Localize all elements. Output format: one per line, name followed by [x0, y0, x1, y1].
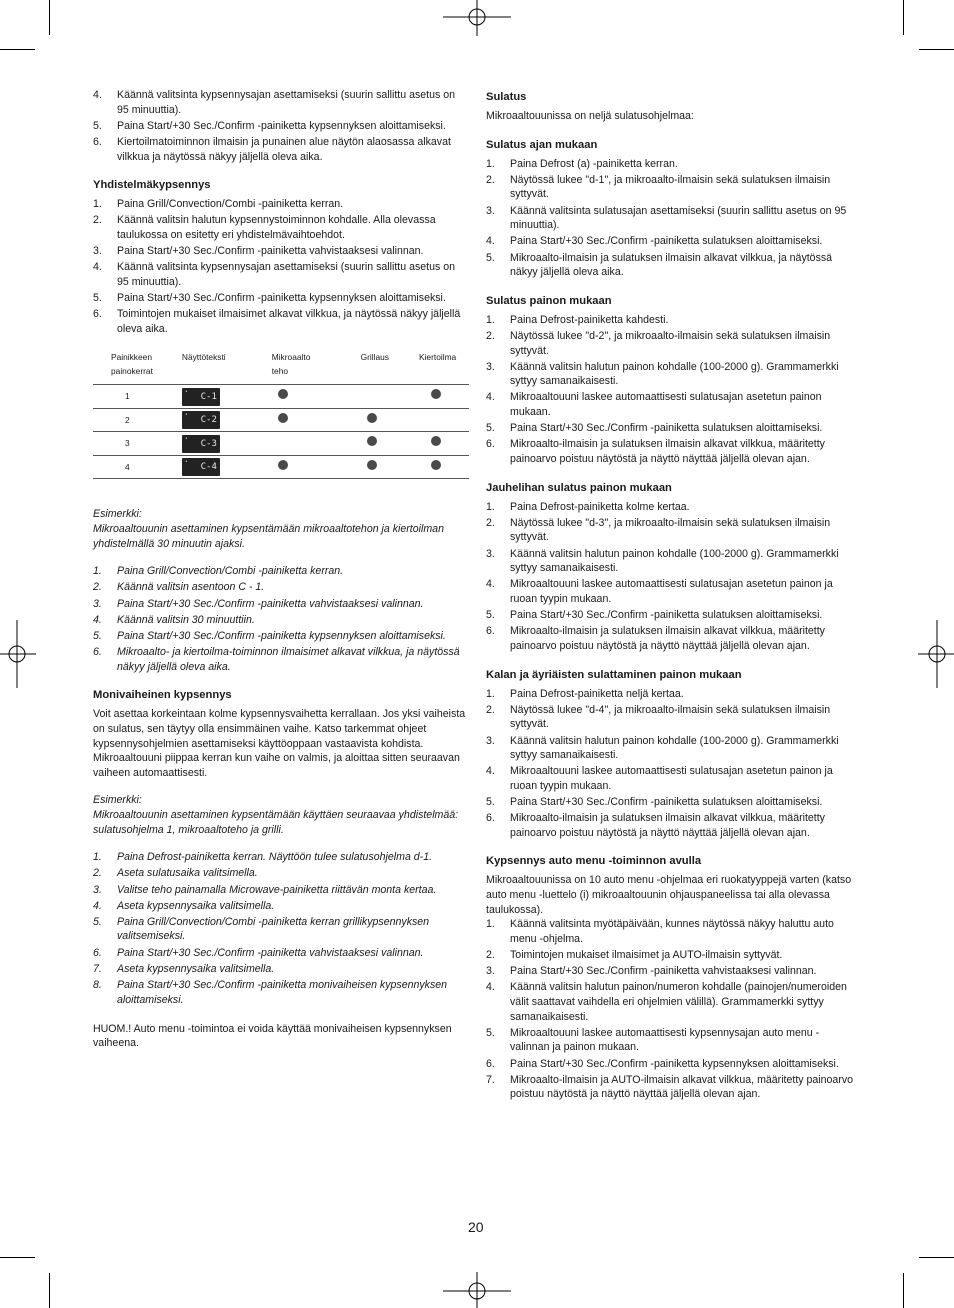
list-item-text: Käännä valitsin 30 minuuttiin.	[117, 613, 255, 626]
list-item-text: Käännä valitsinta kypsennysajan asettamiseksi (suurin sallittu asetus on 95 minuuttia).	[117, 89, 456, 116]
microwave-cell	[252, 432, 327, 456]
list-item-text: Mikroaaltouuni laskee automaattisesti sulatusajan asetetun painon ja ruoan tyypin mukaan.	[510, 578, 833, 605]
list-item-number: 1.	[93, 851, 102, 864]
defrost-time-heading: Sulatus ajan mukaan	[486, 138, 598, 151]
fish-heading: Kalan ja äyriäisten sulattaminen painon mukaan	[486, 668, 742, 681]
indicator-dot-icon	[431, 460, 441, 470]
list-item-number: 5.	[486, 609, 495, 622]
microwave-cell	[252, 408, 327, 432]
list-item-text: Mikroaalto-ilmaisin ja sulatuksen ilmaisin alkavat vilkkua, määritetty painoarvo poistuu näytöstä ja näyttö näyttää jäljellä olevan ajan.	[510, 812, 825, 839]
list-item-text: Näytössä lukee "d-3", ja mikroaalto-ilmaisin sekä sulatuksen ilmaisin syttyvät.	[510, 516, 831, 544]
col-header-convection: Kiertoilma	[418, 352, 457, 363]
press-count-cell	[93, 432, 182, 456]
display-cell	[182, 455, 252, 479]
list-item-number: 2.	[486, 173, 495, 186]
list-item-text: Näytössä lukee "d-4", ja mikroaalto-ilmaisin sekä sulatuksen ilmaisin syttyvät.	[510, 703, 831, 731]
list-item-number: 7.	[93, 962, 102, 975]
list-item-number: 5.	[93, 292, 102, 305]
indicator-dot-icon	[431, 389, 441, 399]
list-item-number: 6.	[93, 308, 102, 321]
registration-mark-left	[0, 620, 36, 688]
lcd-text: C-2	[200, 415, 217, 426]
lcd-text: C-3	[200, 438, 217, 449]
lcd-display: • C-4	[182, 458, 220, 476]
list-item	[486, 703, 858, 732]
list-item-number: 3.	[93, 597, 102, 610]
grill-cell	[327, 408, 407, 432]
list-item-text: Käännä valitsin halutun kypsennystoiminnon kohdalle. Alla olevassa taulukossa on esitetty eri yhdistelmävaihtoehdot.	[117, 214, 436, 241]
list-item-number: 1.	[486, 687, 495, 700]
list-item-number: 3.	[93, 883, 102, 896]
combination-table	[93, 350, 469, 479]
list-item	[486, 1073, 858, 1102]
list-item	[486, 437, 858, 466]
list-item	[486, 313, 858, 328]
list-item-text: Paina Defrost-painiketta kahdesti.	[510, 313, 669, 326]
list-item-text: Paina Start/+30 Sec./Confirm -painiketta sulatuksen aloittamiseksi.	[510, 796, 823, 809]
list-item-text: Mikroaaltouuni laskee automaattisesti kypsennysajan auto menu -valinnan ja painon mukaan.	[510, 1026, 820, 1054]
auto-menu-heading: Kypsennys auto menu -toiminnon avulla	[486, 855, 702, 868]
combo-heading: Yhdistelmäkypsennys	[93, 179, 211, 192]
list-item-number: 4.	[486, 765, 495, 778]
indicator-dot-icon	[367, 436, 377, 446]
list-item-text: Valitse teho painamalla Microwave-painiketta riittävän monta kertaa.	[117, 883, 437, 896]
list-item-number: 4.	[486, 391, 495, 404]
indicator-dot-icon	[367, 413, 377, 423]
list-item	[93, 850, 467, 865]
list-item-text: Toimintojen mukaiset ilmaisimet ja AUTO-ilmaisin syttyvät.	[510, 949, 783, 961]
list-item-text: Näytössä lukee "d-1", ja mikroaalto-ilmaisin sekä sulatuksen ilmaisin syttyvät.	[510, 173, 831, 201]
list-item-number: 2.	[93, 867, 102, 880]
list-item	[486, 1026, 858, 1055]
list-item-text: Mikroaaltouuni laskee automaattisesti sulatusajan asetetun painon mukaan.	[510, 391, 822, 419]
example2-text: Mikroaaltouunin asettaminen kypsentämään käyttäen seuraavaa yhdistelmää: sulatusohjelma 1, mikroaaltoteho ja grilli.	[93, 808, 459, 836]
list-item	[486, 795, 858, 810]
list-item	[486, 917, 858, 946]
list-item-text: Mikroaalto-ilmaisin ja AUTO-ilmaisin alkavat vilkkua, määritetty painoarvo poistuu näytöstä ja näyttö näyttää jäljellä olevan ajan.	[510, 1073, 854, 1101]
list-item	[93, 291, 467, 306]
list-item-number: 6.	[93, 135, 102, 148]
list-item-number: 4.	[93, 89, 102, 101]
press-count: 2	[125, 414, 130, 425]
multistage-heading: Monivaiheinen kypsennys	[93, 689, 232, 702]
list-item	[93, 946, 467, 961]
example1-text: Mikroaaltouunin asettaminen kypsentämään mikroaaltotehon ja kiertoilman yhdistelmällä 30 minuutin ajaksi.	[93, 523, 444, 550]
list-item-number: 4.	[93, 899, 102, 912]
list-item-text: Mikroaalto-ilmaisin ja sulatuksen ilmaisin alkavat vilkkua, määritetty painoarvo poistuu näytöstä ja näyttö näyttää jäljellä olevan ajan.	[510, 438, 825, 466]
list-item-text: Näytössä lukee "d-2", ja mikroaalto-ilmaisin sekä sulatuksen ilmaisin syttyvät.	[510, 329, 831, 357]
list-item-text: Paina Start/+30 Sec./Confirm -painiketta monivaiheisen kypsennyksen aloittamiseksi.	[117, 979, 448, 1006]
list-item-number: 5.	[93, 119, 102, 132]
list-item-text: Mikroaalto-ilmaisin ja sulatuksen ilmaisin alkavat vilkkua, määritetty painoarvo poistuu näytöstä ja näyttö näyttää jäljellä olevan ajan.	[510, 625, 825, 652]
list-item	[93, 244, 467, 259]
col-header-display: Näyttöteksti	[181, 352, 226, 363]
list-item	[93, 307, 467, 336]
press-count: 1	[125, 391, 130, 402]
microwave-cell	[252, 455, 327, 479]
list-item-number: 1.	[486, 157, 495, 170]
press-count-cell	[93, 385, 182, 409]
list-item	[486, 964, 858, 979]
list-item-number: 5.	[486, 1026, 495, 1039]
list-item-text: Paina Start/+30 Sec./Confirm -painiketta vahvistaaksesi valinnan.	[117, 946, 424, 959]
list-item	[486, 251, 858, 280]
list-item	[93, 197, 467, 212]
list-item-text: Paina Start/+30 Sec./Confirm -painiketta kypsennyksen aloittamiseksi.	[117, 292, 446, 305]
convection-cell	[407, 408, 469, 432]
list-item-text: Paina Grill/Convection/Combi -painiketta kerran grillikypsennyksen valitsemiseksi.	[117, 915, 430, 943]
list-item-text: Mikroaalto- ja kiertoilma-toiminnon ilmaisimet alkavat vilkkua, ja näytössä näkyy jäljellä oleva aika.	[117, 646, 460, 673]
list-item	[93, 260, 467, 289]
list-item	[486, 329, 858, 358]
list-item-text: Paina Start/+30 Sec./Confirm -painiketta vahvistaaksesi valinnan.	[510, 965, 817, 978]
list-item	[93, 613, 467, 628]
defrost-heading: Sulatus	[486, 91, 527, 103]
list-item-number: 3.	[486, 204, 495, 217]
list-item-number: 5.	[486, 796, 495, 809]
lcd-display: • C-3	[182, 435, 220, 453]
combo-step-list	[93, 197, 467, 336]
convection-cell	[407, 432, 469, 456]
grill-cell	[327, 385, 407, 409]
list-item-number: 5.	[486, 422, 495, 435]
list-item	[93, 899, 467, 914]
list-item-number: 2.	[93, 214, 102, 227]
list-item	[93, 978, 467, 1007]
list-item	[93, 119, 467, 134]
list-item-number: 2.	[486, 516, 495, 529]
table-row	[93, 432, 469, 456]
indicator-dot-icon	[431, 436, 441, 446]
grill-cell	[327, 455, 407, 479]
list-item	[486, 764, 858, 793]
list-item	[93, 866, 467, 881]
registration-mark-bottom	[443, 1272, 511, 1308]
microwave-cell	[252, 385, 327, 409]
example1-step-list	[93, 564, 467, 674]
list-item	[93, 88, 467, 117]
list-item-number: 2.	[486, 703, 495, 716]
list-item-number: 5.	[486, 251, 495, 264]
list-item-text: Paina Start/+30 Sec./Confirm -painiketta sulatuksen aloittamiseksi.	[510, 609, 823, 622]
list-item	[486, 234, 858, 249]
multistage-text: Voit asettaa korkeintaan kolme kypsennysvaihetta kerrallaan. Jos yksi vaiheista on sulatus, sen täytyy olla ensimmäinen vaihe. Katso tarkemmat ohjeet kypsennysohjelmien asettamiseksi käyttöoppaan vastaavista kohdista. Mikroaaltouuni piippaa kerran kun vaihe on valmis, ja aloittaa sitten seuraavan vaiheen automaattisesti.	[93, 708, 466, 779]
list-item-number: 3.	[486, 547, 495, 560]
list-item-number: 1.	[93, 198, 102, 211]
list-item-text: Käännä valitsinta sulatusajan asettamiseksi (suurin sallittu asetus on 95 minuuttia).	[510, 204, 847, 232]
list-item-text: Käännä valitsinta kypsennysajan asettamiseksi (suurin sallittu asetus on 95 minuuttia).	[117, 261, 456, 288]
list-item-number: 4.	[486, 981, 495, 994]
list-item-text: Mikroaalto-ilmaisin ja sulatuksen ilmaisin alkavat vilkkua, ja näytössä näkyy jäljellä oleva aika.	[510, 251, 833, 279]
registration-mark-top	[443, 0, 511, 36]
list-item-number: 6.	[486, 438, 495, 451]
list-item	[93, 915, 467, 944]
combination-table-body	[93, 385, 469, 479]
registration-mark-right	[918, 620, 954, 688]
list-item-text: Käännä valitsin halutun painon kohdalle (100-2000 g). Grammamerkki syttyy samanaikaisesti.	[510, 734, 839, 762]
list-item-number: 6.	[93, 946, 102, 959]
display-cell	[182, 432, 252, 456]
list-item	[486, 624, 858, 653]
press-count: 3	[125, 438, 130, 449]
lcd-display: • C-2	[182, 411, 220, 429]
defrost-text: Mikroaaltouunissa on neljä sulatusohjelmaa:	[486, 110, 694, 122]
auto-menu-text: Mikroaaltouunissa on 10 auto menu -ohjelmaa eri ruokatyyppejä varten (katso auto menu -luettelo (i) mikroaaltouunin ohjauspaneelissa tai alla olevassa taulukossa).	[486, 874, 852, 916]
list-item-number: 4.	[93, 613, 102, 626]
list-item-text: Paina Start/+30 Sec./Confirm -painiketta kypsennyksen aloittamiseksi.	[510, 1057, 839, 1070]
list-item-text: Aseta kypsennysaika valitsimella.	[117, 962, 275, 975]
convection-cell	[407, 385, 469, 409]
fish-step-list	[486, 687, 858, 841]
table-row	[93, 385, 469, 409]
list-item	[486, 948, 858, 963]
example1-label: Esimerkki:	[93, 508, 142, 521]
press-count-cell	[93, 408, 182, 432]
list-item	[486, 577, 858, 606]
list-item-number: 3.	[93, 245, 102, 258]
list-item-number: 4.	[93, 261, 102, 274]
list-item	[93, 962, 467, 977]
minced-meat-heading: Jauhelihan sulatus painon mukaan	[486, 481, 672, 494]
example2-label: Esimerkki:	[93, 794, 142, 807]
list-item	[486, 687, 858, 702]
list-item-number: 6.	[93, 646, 102, 659]
col-header-presses: Painikkeen painokerrat	[111, 352, 153, 377]
list-item-text: Paina Start/+30 Sec./Confirm -painiketta vahvistaaksesi valinnan.	[117, 597, 424, 610]
list-item	[93, 564, 467, 579]
list-item-number: 2.	[486, 329, 495, 342]
list-item	[486, 204, 858, 233]
list-item	[486, 500, 858, 515]
list-item-text: Käännä valitsin halutun painon kohdalle (100-2000 g). Grammamerkki syttyy samanaikaisesti.	[510, 360, 839, 388]
list-item-text: Paina Defrost-painiketta neljä kertaa.	[510, 687, 684, 700]
list-item-number: 2.	[93, 581, 102, 594]
list-item-text: Paina Grill/Convection/Combi -painiketta kerran.	[117, 565, 344, 578]
lcd-text: C-1	[200, 391, 217, 402]
note-text: HUOM.! Auto menu -toimintoa ei voida käyttää monivaiheisen kypsennyksen vaiheena.	[93, 1022, 452, 1050]
list-item-number: 1.	[486, 313, 495, 326]
list-item	[93, 645, 467, 674]
list-item-text: Kiertoilmatoiminnon ilmaisin ja punainen alue näytön alaosassa alkavat vilkkua ja näytössä näkyy jäljellä oleva aika.	[117, 135, 451, 163]
list-item	[486, 980, 858, 1024]
list-item-text: Mikroaaltouuni laskee automaattisesti sulatusajan asetetun painon ja ruoan tyypin mukaan.	[510, 765, 833, 792]
list-item	[486, 608, 858, 623]
list-item	[486, 173, 858, 202]
list-item-text: Paina Start/+30 Sec./Confirm -painiketta vahvistaaksesi valinnan.	[117, 245, 424, 258]
indicator-dot-icon	[367, 460, 377, 470]
list-item-number: 1.	[93, 565, 102, 578]
list-item-number: 4.	[486, 235, 495, 248]
indicator-dot-icon	[278, 460, 288, 470]
list-item-number: 3.	[486, 734, 495, 747]
list-item-text: Paina Start/+30 Sec./Confirm -painiketta sulatuksen aloittamiseksi.	[510, 422, 823, 435]
list-item	[93, 597, 467, 612]
list-item	[486, 811, 858, 840]
left-column	[93, 88, 467, 1051]
list-item-text: Aseta sulatusaika valitsimella.	[117, 867, 258, 880]
press-count: 4	[125, 461, 130, 472]
list-item-text: Paina Start/+30 Sec./Confirm -painiketta kypsennyksen aloittamiseksi.	[117, 630, 446, 642]
list-item-number: 6.	[486, 812, 495, 825]
list-item-text: Käännä valitsin asentoon C - 1.	[117, 581, 265, 594]
press-count-cell	[93, 455, 182, 479]
list-item-text: Käännä valitsin halutun painon/numeron kohdalle (painojen/numeroiden välit saattavat vaihdella eri ohjelmien välillä). Grammamerkki syttyy samanaikaisesti.	[510, 981, 847, 1023]
list-item-number: 5.	[93, 630, 102, 642]
list-item-text: Aseta kypsennysaika valitsimella.	[117, 899, 275, 912]
list-item-number: 6.	[486, 1057, 495, 1070]
auto-menu-step-list	[486, 917, 858, 1102]
grill-cell	[327, 432, 407, 456]
list-item-number: 6.	[486, 625, 495, 638]
defrost-weight-heading: Sulatus painon mukaan	[486, 294, 612, 307]
right-column	[486, 88, 858, 1104]
list-item-text: Paina Start/+30 Sec./Confirm -painiketta sulatuksen aloittamiseksi.	[510, 235, 823, 248]
list-item-text: Paina Grill/Convection/Combi -painiketta kerran.	[117, 198, 344, 211]
list-item	[486, 734, 858, 763]
list-item-number: 3.	[486, 965, 495, 978]
list-item-number: 5.	[93, 915, 102, 928]
example2-step-list	[93, 850, 467, 1007]
list-item	[93, 135, 467, 164]
list-item	[93, 883, 467, 898]
list-item-number: 3.	[486, 360, 495, 373]
list-item	[486, 421, 858, 436]
list-item-text: Käännä valitsinta myötäpäivään, kunnes näytössä näkyy haluttu auto menu -ohjelma.	[510, 918, 834, 945]
list-item	[486, 157, 858, 172]
list-item	[93, 213, 467, 242]
list-item-text: Paina Defrost-painiketta kerran. Näyttöön tulee sulatusohjelma d-1.	[117, 851, 433, 864]
list-item-number: 8.	[93, 979, 102, 992]
list-item	[486, 516, 858, 545]
list-item	[93, 629, 467, 644]
lcd-display: • C-1	[182, 388, 220, 406]
list-item	[486, 390, 858, 419]
indicator-dot-icon	[278, 389, 288, 399]
list-item-number: 1.	[486, 500, 495, 513]
list-item-number: 4.	[486, 578, 495, 591]
list-item	[486, 1057, 858, 1072]
list-item-text: Paina Start/+30 Sec./Confirm -painiketta kypsennyksen aloittamiseksi.	[117, 119, 446, 132]
table-row	[93, 455, 469, 479]
lcd-text: C-4	[200, 462, 217, 473]
list-item-number: 1.	[486, 918, 495, 931]
minced-meat-step-list	[486, 500, 858, 654]
defrost-weight-step-list	[486, 313, 858, 467]
display-cell	[182, 385, 252, 409]
intro-step-list	[93, 88, 467, 164]
display-cell	[182, 408, 252, 432]
col-header-grill: Grillaus	[360, 352, 389, 363]
list-item-text: Paina Defrost (a) -painiketta kerran.	[510, 157, 678, 170]
list-item-text: Toimintojen mukaiset ilmaisimet alkavat vilkkua, ja näytössä näkyy jäljellä oleva aika.	[117, 308, 461, 335]
defrost-time-step-list	[486, 157, 858, 280]
list-item	[486, 360, 858, 389]
convection-cell	[407, 455, 469, 479]
col-header-microwave: Mikroaalto teho	[271, 352, 311, 377]
list-item-text: Paina Defrost-painiketta kolme kertaa.	[510, 500, 690, 513]
indicator-dot-icon	[278, 413, 288, 423]
list-item-number: 2.	[486, 949, 495, 961]
list-item-text: Käännä valitsin halutun painon kohdalle (100-2000 g). Grammamerkki syttyy samanaikaisesti.	[510, 547, 839, 575]
list-item	[486, 547, 858, 576]
list-item	[93, 580, 467, 595]
page-number: 20	[468, 1219, 484, 1235]
list-item-number: 7.	[486, 1073, 495, 1086]
table-row	[93, 408, 469, 432]
